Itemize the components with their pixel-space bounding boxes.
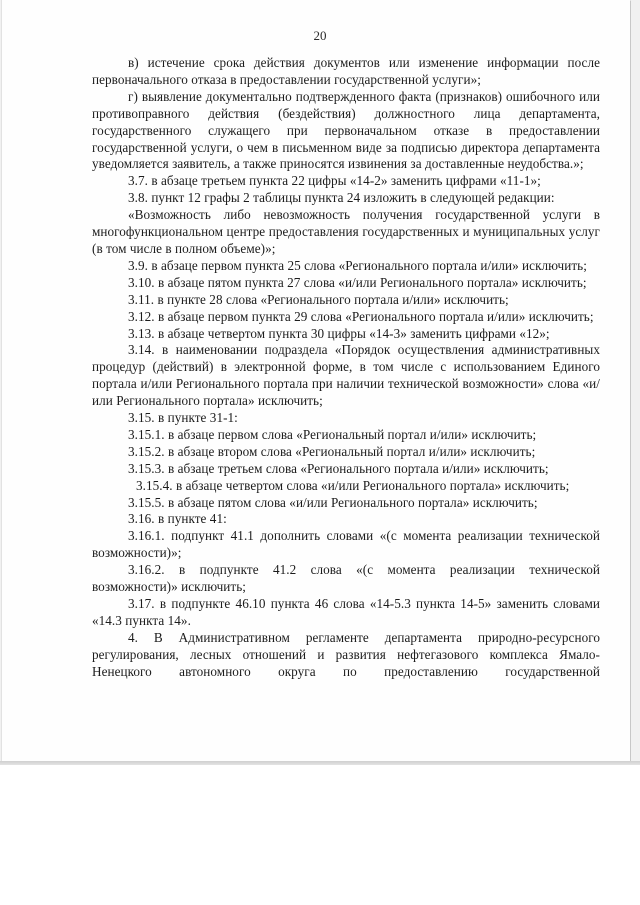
paragraph-3-15-2: 3.15.2. в абзаце втором слова «Региональный портал и/или» исключить; xyxy=(128,443,536,459)
paragraph-3-13: 3.13. в абзаце четвертом пункта 30 цифры «14-3» заменить цифрами «12»; xyxy=(128,325,550,341)
page-bottom-edge xyxy=(0,761,640,765)
page-number: 20 xyxy=(313,28,327,43)
paragraph-3-15-4: 3.15.4. в абзаце четвертом слова «и/или Регионального портала» исключить; xyxy=(136,477,570,493)
paragraph-3-10: 3.10. в абзаце пятом пункта 27 слова «и/или Регионального портала» исключить; xyxy=(128,274,587,290)
paragraph-3-8-quote: «Возможность либо невозможность получения государственной услуги в многофункциональном центре предоставления государственных и муниципальных услуг (в том числе в полном объеме)»; xyxy=(92,207,600,256)
paragraph-3-15-3: 3.15.3. в абзаце третьем слова «Регионального портала и/или» исключить; xyxy=(128,460,549,476)
paragraph-3-8: 3.8. пункт 12 графы 2 таблицы пункта 24 изложить в следующей редакции: xyxy=(128,190,555,206)
paragraph-3-16: 3.16. в пункте 41: xyxy=(128,511,227,527)
paragraph-3-12: 3.12. в абзаце первом пункта 29 слова «Регионального портала и/или» исключить; xyxy=(128,308,594,324)
paragraph-3-17: 3.17. в подпункте 46.10 пункта 46 слова «14-5.3 пункта 14-5» заменить словами «14.3 пункта 14». xyxy=(92,596,600,628)
paragraph-3-15-5: 3.15.5. в абзаце пятом слова «и/или Регионального портала» исключить; xyxy=(128,494,538,510)
paragraph-3-16-2: 3.16.2. в подпункте 41.2 слова «(с момента реализации технической возможности)» исключить; xyxy=(92,562,600,595)
paragraph-4: 4. В Административном регламенте департамента природно-ресурсного регулирования, лесных отношений и развития нефтегазового комплекса Ямало-Ненецкого автономного округа по предоставлению государственной xyxy=(92,629,600,679)
document-body xyxy=(92,55,600,681)
paragraph-3-16-1: 3.16.1. подпункт 41.1 дополнить словами «(с момента реализации технической возможности)»; xyxy=(92,528,600,561)
paragraph-3-14: 3.14. в наименовании подраздела «Порядок осуществления административных процедур (действий) в электронной форме, в том числе с использованием Единого портала и/или Регионального портала при наличии технической возможности» слова «и/или Регионального портала» исключить; xyxy=(92,342,600,409)
paragraph-3-9: 3.9. в абзаце первом пункта 25 слова «Регионального портала и/или» исключить; xyxy=(128,257,587,273)
paragraph-g: г) выявление документально подтвержденного факта (признаков) ошибочного или противоправного действия (бездействия) должностного лица департамента, государственного служащего при первоначальном отказе в предоставлении государственной услуги, о чем в письменном виде за подписью директора департамента уведомляется заявитель, а также приносятся извинения за доставленные неудобства.»; xyxy=(92,88,600,172)
paragraph-v: в) истечение срока действия документов или изменение информации после первоначального отказа в предоставлении государственной услуги»; xyxy=(92,55,600,87)
paragraph-3-7: 3.7. в абзаце третьем пункта 22 цифры «14-2» заменить цифрами «11-1»; xyxy=(128,173,541,189)
paragraph-3-15: 3.15. в пункте 31-1: xyxy=(128,410,238,426)
paragraph-3-15-1: 3.15.1. в абзаце первом слова «Региональный портал и/или» исключить; xyxy=(128,426,537,442)
paragraph-3-11: 3.11. в пункте 28 слова «Регионального портала и/или» исключить; xyxy=(128,291,509,307)
